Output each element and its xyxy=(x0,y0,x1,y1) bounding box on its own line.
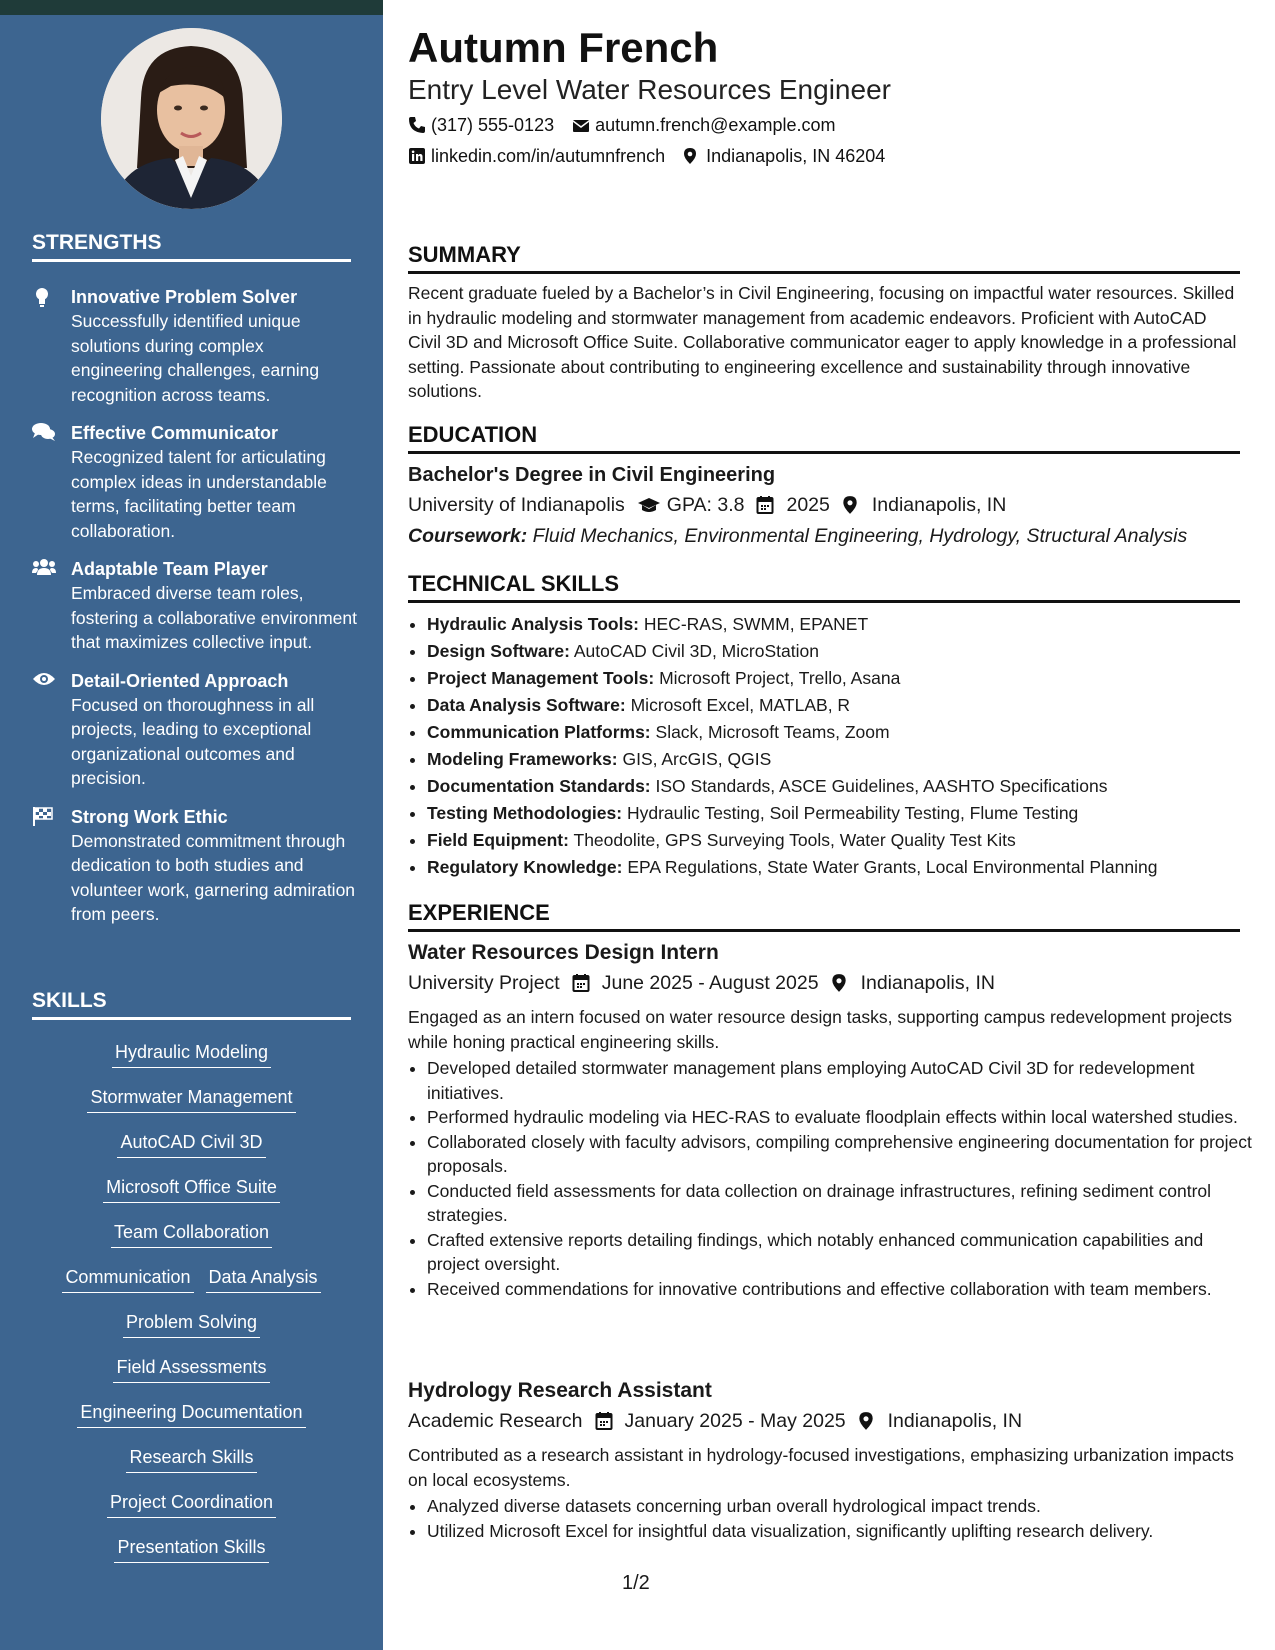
location-pin-icon xyxy=(842,495,862,515)
tech-skill-label: Design Software: xyxy=(427,641,570,661)
strength-title: Detail-Oriented Approach xyxy=(71,670,289,691)
list-item xyxy=(427,611,1259,638)
sidebar xyxy=(0,15,383,1650)
strengths-list xyxy=(32,285,357,941)
comments-icon xyxy=(32,422,56,444)
education-heading: EDUCATION xyxy=(408,421,1240,454)
location-text: Indianapolis, IN 46204 xyxy=(706,146,886,166)
tech-skill-label: Hydraulic Analysis Tools: xyxy=(427,614,639,634)
tech-skill-value: Microsoft Excel, MATLAB, R xyxy=(630,695,851,715)
job-summary: Engaged as an intern focused on water resource design tasks, supporting campus redevelopment projects while honing practical engineering skills. xyxy=(408,1007,1232,1052)
list-item: • Crafted extensive reports detailing findings, which notably enhanced communication capabilities and project oversight. xyxy=(427,1228,1259,1277)
list-item xyxy=(427,854,1259,881)
graduation-cap-icon xyxy=(637,495,657,515)
list-item xyxy=(427,827,1259,854)
strength-description: Focused on thoroughness in all projects, leading to exceptional organizational outcomes and precision. xyxy=(71,694,315,788)
location-pin-icon xyxy=(831,973,851,993)
tech-skill-value: HEC-RAS, SWMM, EPANET xyxy=(643,614,869,634)
tech-skill-label: Documentation Standards: xyxy=(427,776,651,796)
tech-skill-label: Project Management Tools: xyxy=(427,668,655,688)
strength-item xyxy=(32,285,357,407)
skills-list xyxy=(32,1040,351,1580)
skill-tag: Problem Solving xyxy=(123,1310,260,1338)
tech-skill-label: Modeling Frameworks: xyxy=(427,749,618,769)
skill-tag: Communication xyxy=(62,1265,193,1293)
skill-tag: Hydraulic Modeling xyxy=(112,1040,271,1068)
strength-item xyxy=(32,421,357,543)
job-title: Entry Level Water Resources Engineer xyxy=(408,74,891,105)
date-range: January 2025 - May 2025 xyxy=(624,1410,846,1432)
calendar-icon xyxy=(595,1411,615,1431)
location-pin-icon xyxy=(858,1411,878,1431)
summary-heading: SUMMARY xyxy=(408,241,1240,274)
strength-item xyxy=(32,557,357,655)
school-location: Indianapolis, IN xyxy=(871,494,1007,516)
list-item xyxy=(427,692,1259,719)
email-link[interactable]: autumn.french@example.com xyxy=(595,115,836,135)
list-item xyxy=(427,638,1259,665)
strength-title: Adaptable Team Player xyxy=(71,559,268,579)
coursework-label: Coursework: xyxy=(408,525,528,547)
job-bullets xyxy=(408,1494,1259,1543)
list-item: • Performed hydraulic modeling via HEC-RAS to evaluate floodplain effects within local watershed studies. xyxy=(427,1105,1259,1130)
list-item: • Utilized Microsoft Excel for insightful data visualization, significantly uplifting research delivery. xyxy=(427,1519,1259,1544)
users-icon xyxy=(32,558,56,580)
skills-heading: SKILLS xyxy=(32,988,351,1020)
envelope-icon xyxy=(572,116,590,134)
candidate-name: Autumn French xyxy=(408,24,719,71)
job-location: Indianapolis, IN xyxy=(860,972,995,994)
flag-checkered-icon xyxy=(32,806,56,828)
page-number: 1/2 xyxy=(622,1572,650,1594)
skill-tag: Team Collaboration xyxy=(111,1220,272,1248)
list-item xyxy=(427,719,1259,746)
experience-meta xyxy=(408,970,995,996)
date-range: June 2025 - August 2025 xyxy=(601,972,819,994)
skill-tag: Data Analysis xyxy=(206,1265,321,1293)
list-item: • Analyzed diverse datasets concerning urban overall hydrological impact trends. xyxy=(427,1494,1259,1519)
list-item: • Collaborated closely with faculty advisors, compiling comprehensive engineering documentation for project proposals. xyxy=(427,1130,1259,1179)
tech-skill-label: Regulatory Knowledge: xyxy=(427,857,623,877)
strength-description: Recognized talent for articulating complex ideas in understandable terms, facilitating better team collaboration. xyxy=(71,447,327,541)
skill-tag: AutoCAD Civil 3D xyxy=(117,1130,265,1158)
calendar-icon xyxy=(572,973,592,993)
job-location: Indianapolis, IN xyxy=(887,1410,1023,1432)
list-item xyxy=(427,800,1259,827)
lightbulb-icon xyxy=(32,286,56,308)
strength-title: Effective Communicator xyxy=(71,423,279,443)
profile-photo xyxy=(101,28,282,209)
calendar-icon xyxy=(756,495,776,515)
list-item: • Developed detailed stormwater management plans employing AutoCAD Civil 3D for redevelopment initiatives. xyxy=(427,1056,1259,1105)
tech-skill-value: ISO Standards, ASCE Guidelines, AASHTO Specifications xyxy=(655,776,1108,796)
school-name: University of Indianapolis xyxy=(408,494,625,516)
tech-skill-value: Microsoft Project, Trello, Asana xyxy=(659,668,901,688)
skill-tag: Project Coordination xyxy=(107,1490,276,1518)
sidebar-top-bar xyxy=(0,0,383,15)
tech-skill-value: GIS, ArcGIS, QGIS xyxy=(622,749,772,769)
skill-tag: Field Assessments xyxy=(113,1355,269,1383)
skill-tag: Microsoft Office Suite xyxy=(103,1175,280,1203)
skill-tag: Stormwater Management xyxy=(87,1085,295,1113)
list-item xyxy=(427,746,1259,773)
tech-skill-value: Slack, Microsoft Teams, Zoom xyxy=(655,722,890,742)
tech-skill-label: Testing Methodologies: xyxy=(427,803,623,823)
tech-skill-label: Data Analysis Software: xyxy=(427,695,626,715)
strength-title: Strong Work Ethic xyxy=(71,806,228,827)
organization: Academic Research xyxy=(408,1410,583,1432)
coursework xyxy=(408,523,1187,549)
linkedin-icon xyxy=(408,147,426,165)
strength-description: Demonstrated commitment through dedication to both studies and volunteer work, garnering admiration from peers. xyxy=(71,830,356,924)
linkedin-link[interactable]: linkedin.com/in/autumnfrench xyxy=(431,146,666,166)
strengths-heading: STRENGTHS xyxy=(32,230,351,262)
eye-icon xyxy=(32,670,56,692)
tech-skill-value: AutoCAD Civil 3D, MicroStation xyxy=(573,641,819,661)
coursework-list: Fluid Mechanics, Environmental Engineering, Hydrology, Structural Analysis xyxy=(532,525,1188,547)
degree-title: Bachelor's Degree in Civil Engineering xyxy=(408,464,776,486)
experience-job-title: Water Resources Design Intern xyxy=(408,941,719,964)
tech-skill-label: Communication Platforms: xyxy=(427,722,651,742)
organization: University Project xyxy=(408,972,560,994)
strength-item xyxy=(32,669,357,791)
contact-row xyxy=(408,144,885,168)
summary-text: Recent graduate fueled by a Bachelor’s in Civil Engineering, focusing on impactful water resources. Skilled in hydraulic modeling and stormwater management from academic endeavors. Proficient with AutoCAD Civil 3D and Microsoft Office Suite. Collaborative communicator eager to apply knowledge in a professional setting. Passionate about contributing to engineering excellence and sustainability through innovative solutions. xyxy=(408,283,1237,401)
experience-heading: EXPERIENCE xyxy=(408,899,1240,932)
experience-job-title: Hydrology Research Assistant xyxy=(408,1379,712,1402)
tech-skill-value: Hydraulic Testing, Soil Permeability Testing, Flume Testing xyxy=(626,803,1079,823)
job-summary: Contributed as a research assistant in hydrology-focused investigations, emphasizing urbanization impacts on local ecosystems. xyxy=(408,1445,1234,1490)
list-item: • Received commendations for innovative contributions and effective collaboration with team members. xyxy=(427,1277,1259,1302)
skill-tag: Research Skills xyxy=(126,1445,256,1473)
technical-skills-heading: TECHNICAL SKILLS xyxy=(408,570,1240,603)
tech-skill-value: Theodolite, GPS Surveying Tools, Water Quality Test Kits xyxy=(573,830,1016,850)
technical-skills-list xyxy=(408,611,1259,881)
contact-row xyxy=(408,113,835,137)
list-item xyxy=(427,665,1259,692)
tech-skill-label: Field Equipment: xyxy=(427,830,569,850)
location-pin-icon xyxy=(683,147,701,165)
phone-number[interactable]: (317) 555-0123 xyxy=(431,115,555,135)
graduation-year: 2025 xyxy=(786,494,830,516)
list-item xyxy=(427,773,1259,800)
strength-description: Embraced diverse team roles, fostering a collaborative environment that maximizes collective input. xyxy=(71,583,357,652)
strength-title: Innovative Problem Solver xyxy=(71,287,298,307)
tech-skill-value: EPA Regulations, State Water Grants, Local Environmental Planning xyxy=(627,857,1158,877)
gpa: GPA: 3.8 xyxy=(666,494,745,516)
list-item: • Conducted field assessments for data collection on drainage infrastructures, refining sediment control strategies. xyxy=(427,1179,1259,1228)
phone-icon xyxy=(408,116,426,134)
education-meta xyxy=(408,492,1006,518)
skill-tag: Presentation Skills xyxy=(114,1535,268,1563)
job-bullets xyxy=(408,1056,1259,1301)
skill-tag: Engineering Documentation xyxy=(77,1400,305,1428)
experience-meta xyxy=(408,1408,1022,1434)
strength-description: Successfully identified unique solutions during complex engineering challenges, earning recognition across teams. xyxy=(71,311,320,405)
strength-item xyxy=(32,805,357,927)
